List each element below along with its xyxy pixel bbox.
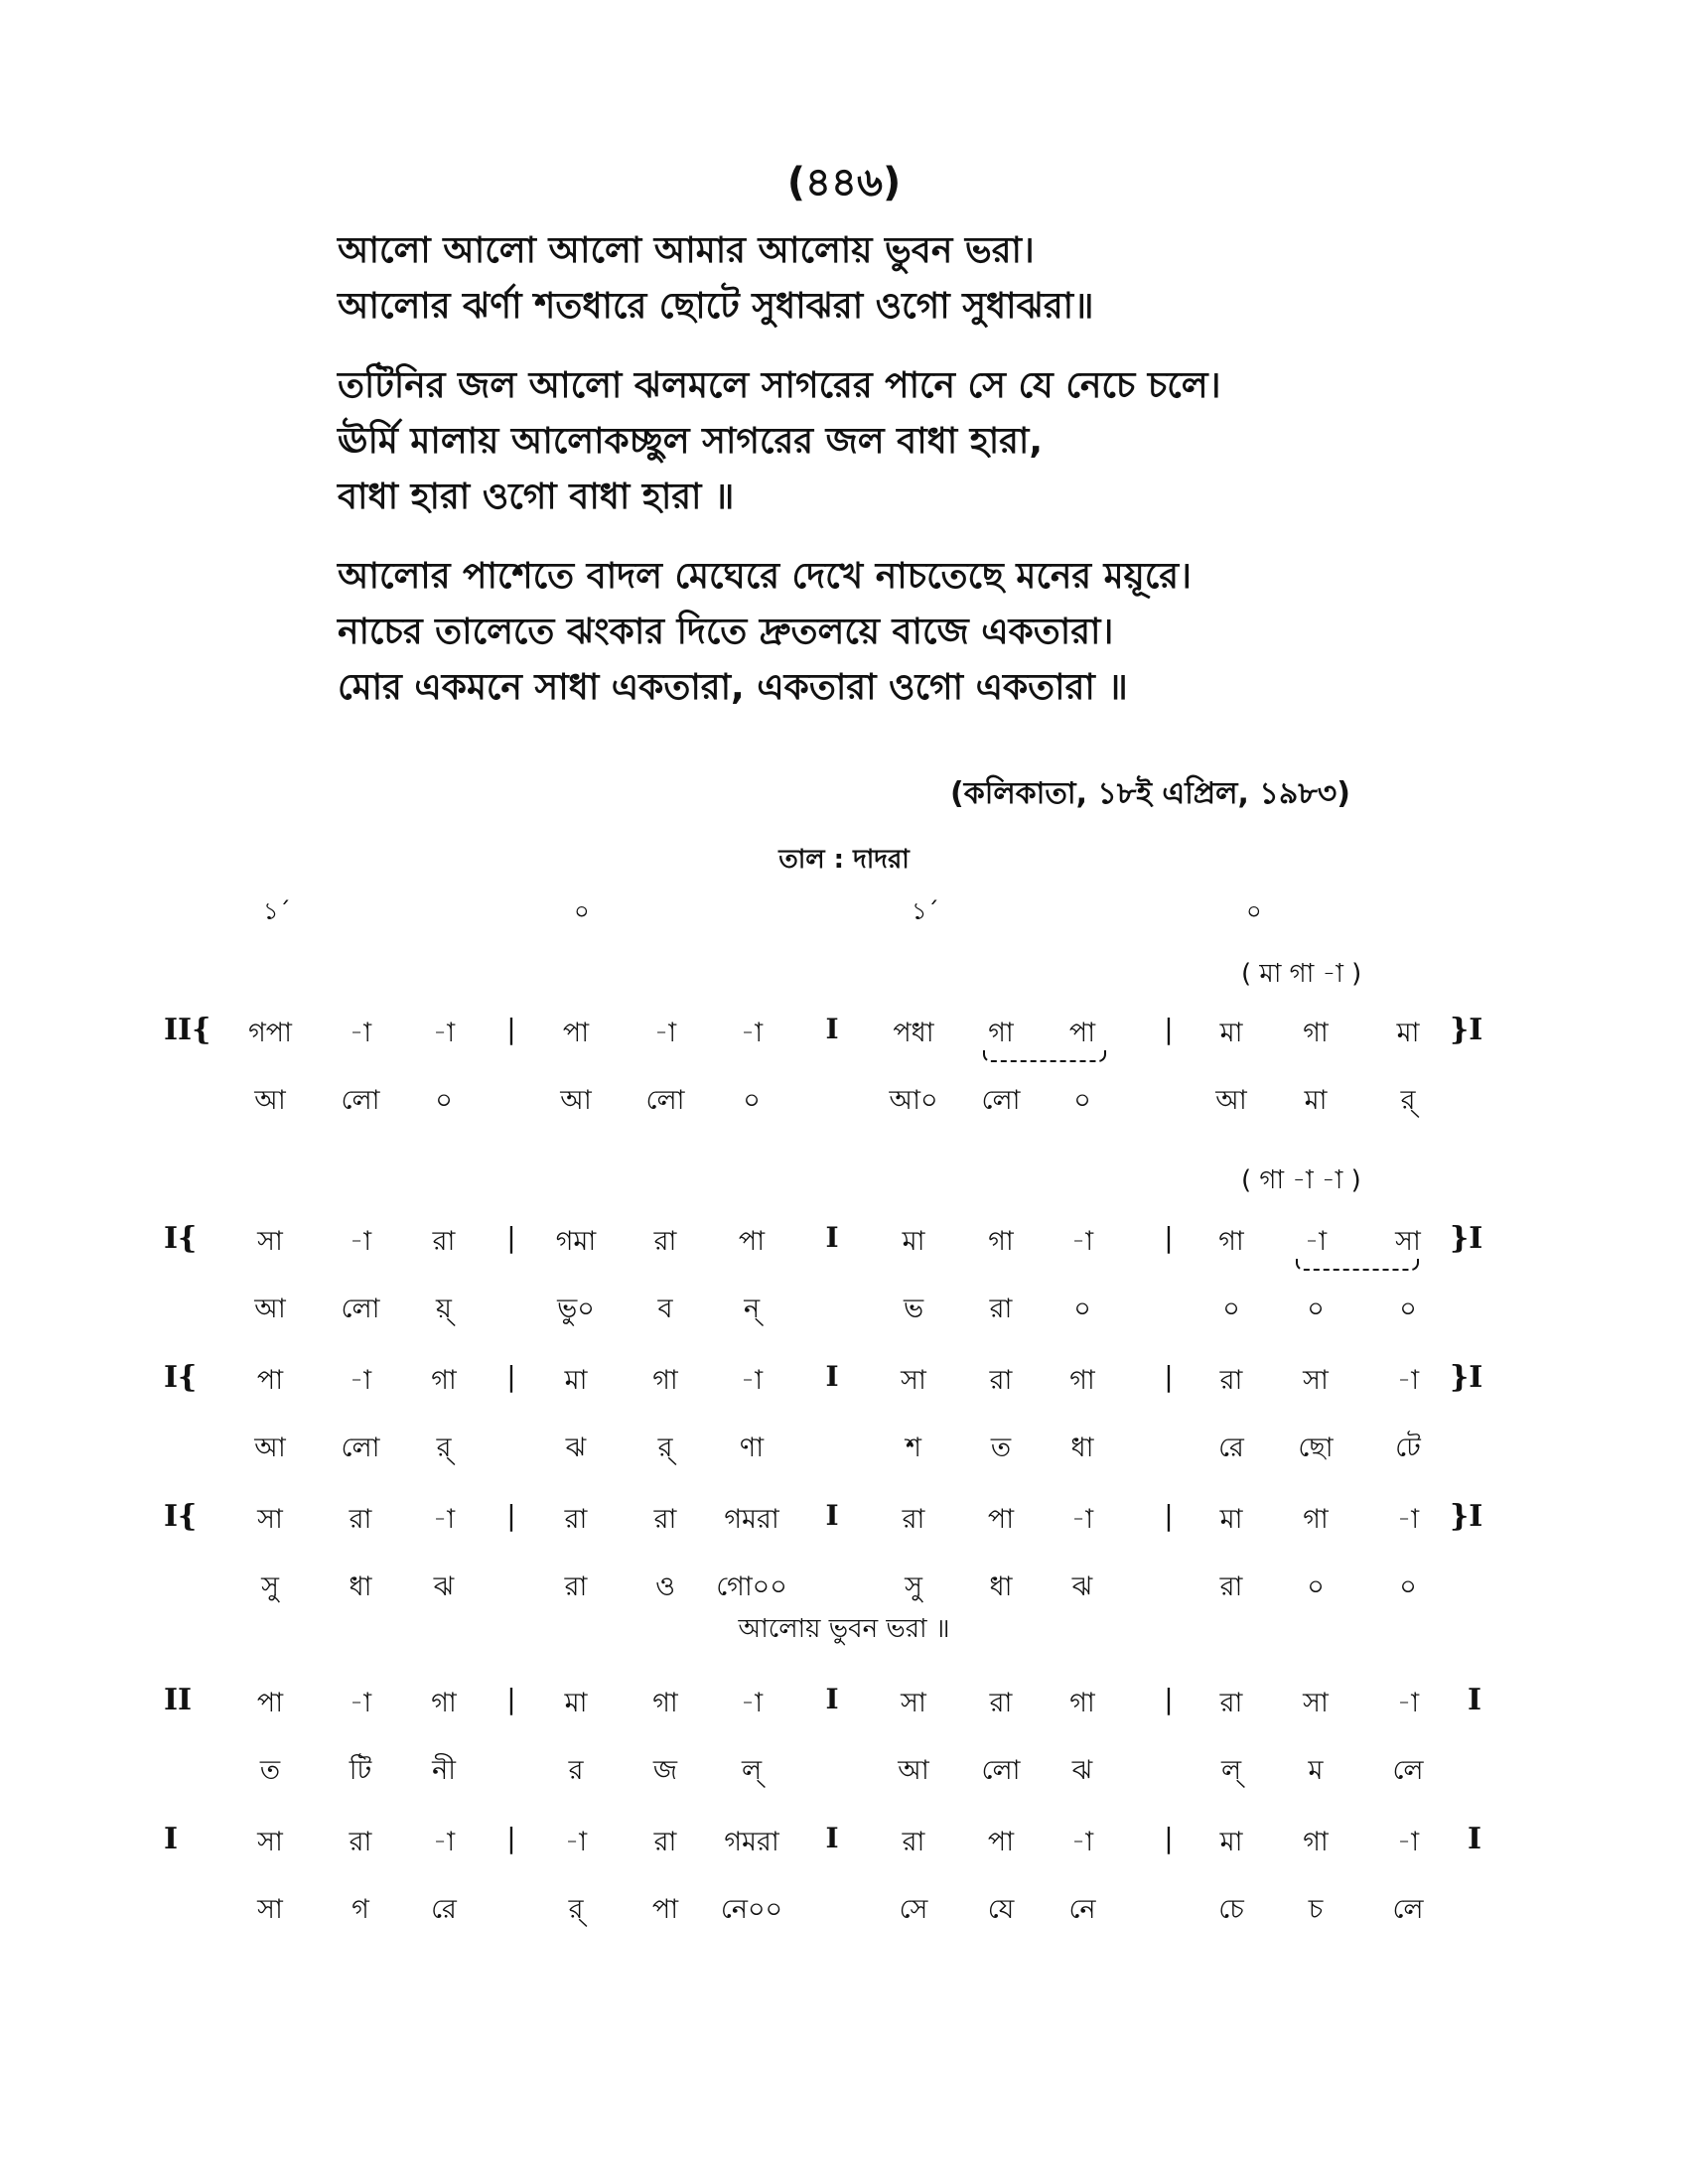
sahitya-syllable: ত	[990, 1433, 1012, 1463]
swara-note: গা	[1303, 1827, 1329, 1857]
swara-note: মা	[1219, 1827, 1243, 1857]
swara-note: রা	[653, 1226, 677, 1257]
row-end-bar: }I	[1450, 1499, 1483, 1534]
swara-row	[0, 1013, 1688, 1062]
sahitya-syllable: ০	[435, 1085, 453, 1116]
parenthetical-notation: ( মা গা -া )	[1241, 959, 1362, 989]
sahitya-syllable: পা	[651, 1894, 679, 1925]
swara-note: রা	[1219, 1365, 1243, 1396]
bar-line: |	[1164, 1013, 1174, 1045]
sahitya-syllable: জ	[652, 1755, 678, 1786]
beat-marker-khali: ০	[1246, 897, 1262, 925]
sahitya-syllable: র	[568, 1755, 584, 1786]
sahitya-row	[0, 1428, 1688, 1477]
swara-note: সা	[1303, 1365, 1329, 1396]
tala-label: তাল : দাদরা	[778, 845, 910, 875]
sahitya-syllable: ল্	[741, 1755, 763, 1786]
swara-note: -া	[740, 1688, 764, 1718]
swara-note: গমরা	[724, 1504, 779, 1535]
swara-note: সা	[1303, 1688, 1329, 1718]
lyric-line: বাধা হারা ওগো বাধা হারা ॥	[338, 477, 735, 517]
sahitya-syllable: আ	[254, 1294, 286, 1324]
sahitya-syllable: লো	[981, 1755, 1021, 1786]
bar-line: |	[506, 1221, 516, 1254]
sahitya-syllable: লো	[981, 1085, 1021, 1116]
swara-note: মা	[902, 1226, 925, 1257]
swara-note: -া	[740, 1018, 764, 1048]
sahitya-syllable: রে	[431, 1894, 457, 1925]
swara-note: -া	[1070, 1504, 1094, 1535]
bar-line: |	[1164, 1360, 1174, 1393]
stanza-1	[338, 223, 1589, 335]
meend-slur	[1296, 1259, 1419, 1271]
sahitya-syllable: ০	[1073, 1085, 1091, 1116]
swara-note: গা	[1303, 1504, 1329, 1535]
row-end-bar: }I	[1450, 1360, 1483, 1395]
sahitya-syllable: ণা	[739, 1433, 765, 1463]
sahitya-syllable: ভু০	[557, 1294, 595, 1324]
bar-line: I	[825, 1822, 839, 1854]
sahitya-syllable: ০	[1073, 1294, 1091, 1324]
swara-note: -া	[1396, 1365, 1420, 1396]
meend-slur	[983, 1050, 1106, 1062]
swara-note: -া	[1396, 1688, 1420, 1718]
row-end-bar: I	[1468, 1683, 1482, 1717]
sahitya-syllable: ম	[1308, 1755, 1324, 1786]
swara-note: -া	[432, 1018, 456, 1048]
row-end-bar: I	[1468, 1822, 1482, 1856]
swara-note: মা	[564, 1688, 588, 1718]
row-end-bar: }I	[1450, 1221, 1483, 1256]
lyric-line: নাচের তালেতে ঝংকার দিতে দ্রুতলয়ে বাজে একতারা।	[338, 612, 1114, 652]
parenthetical-notation: ( গা -া -া )	[1241, 1165, 1361, 1195]
lyric-line: মোর একমনে সাধা একতারা, একতারা ওগো একতারা ॥	[338, 667, 1128, 708]
lyrics	[338, 223, 1589, 740]
swara-note: সা	[1395, 1226, 1421, 1257]
swara-note: সা	[257, 1827, 283, 1857]
bar-line: |	[506, 1013, 516, 1045]
swara-note: -া	[1070, 1827, 1094, 1857]
swara-note: -া	[432, 1827, 456, 1857]
swara-row	[0, 1221, 1688, 1271]
swara-note: গা	[988, 1018, 1014, 1048]
swara-note: গপা	[248, 1018, 292, 1048]
sahitya-syllable: সু	[905, 1571, 922, 1602]
sahitya-syllable: ০	[1399, 1571, 1417, 1602]
swara-note: -া	[1396, 1504, 1420, 1535]
swara-note: গা	[652, 1365, 678, 1396]
swara-note: রা	[564, 1504, 588, 1535]
row-start-bar: II	[164, 1683, 193, 1717]
sahitya-syllable: আ০	[889, 1085, 938, 1116]
sahitya-syllable: ব	[657, 1294, 673, 1324]
sahitya-syllable: সে	[899, 1894, 928, 1925]
sahitya-row	[0, 1080, 1688, 1130]
swara-note: গা	[1069, 1365, 1095, 1396]
sahitya-syllable: ধা	[349, 1571, 372, 1602]
bar-line: I	[825, 1221, 839, 1254]
beat-marker-sam: ১´	[912, 897, 939, 925]
sahitya-syllable: ছো	[1298, 1433, 1334, 1463]
bar-line: I	[825, 1013, 839, 1045]
row-start-bar: II{	[164, 1013, 211, 1047]
lyric-line: ঊর্মি মালায় আলোকচ্ছুল সাগরের জল বাধা হারা,	[338, 421, 1044, 462]
bar-line: |	[1164, 1822, 1174, 1854]
swara-note: রা	[989, 1365, 1013, 1396]
sahitya-syllable: আ	[254, 1085, 286, 1116]
sahitya-syllable: নী	[432, 1755, 456, 1786]
swara-note: গমরা	[724, 1827, 779, 1857]
swara-note: গা	[431, 1365, 457, 1396]
sahitya-syllable: মা	[1304, 1085, 1328, 1116]
swara-note: -া	[432, 1504, 456, 1535]
swara-note: রা	[1219, 1688, 1243, 1718]
swara-note: গা	[652, 1688, 678, 1718]
sahitya-syllable: ন্	[743, 1294, 761, 1324]
swara-note: -া	[1304, 1226, 1328, 1257]
sahitya-syllable: রা	[1219, 1571, 1243, 1602]
sahitya-syllable: চ	[1308, 1894, 1324, 1925]
swara-note: -া	[653, 1018, 677, 1048]
swara-note: গা	[988, 1226, 1014, 1257]
sahitya-syllable: রা	[989, 1294, 1013, 1324]
beat-marker-sam: ১´	[263, 897, 291, 925]
swara-note: গা	[1218, 1226, 1244, 1257]
swara-note: সা	[257, 1504, 283, 1535]
sahitya-syllable: ঝ	[1071, 1755, 1093, 1786]
swara-note: রা	[349, 1504, 372, 1535]
swara-note: রা	[653, 1504, 677, 1535]
sahitya-syllable: গ	[352, 1894, 369, 1925]
sahitya-syllable: ঝ	[1071, 1571, 1093, 1602]
swara-note: মা	[1396, 1018, 1420, 1048]
page-number: (৪৪৬)	[786, 160, 902, 205]
swara-note: পা	[562, 1018, 590, 1048]
sahitya-syllable: ত	[259, 1755, 281, 1786]
sahitya-syllable: ০	[1307, 1571, 1325, 1602]
sahitya-syllable: ০	[743, 1085, 761, 1116]
sahitya-syllable: সু	[261, 1571, 279, 1602]
sahitya-syllable: লে	[1392, 1755, 1424, 1786]
bar-line: |	[506, 1360, 516, 1393]
sahitya-syllable: র্	[1400, 1085, 1416, 1116]
swara-row	[0, 1683, 1688, 1732]
swara-note: গা	[431, 1688, 457, 1718]
stanza-3	[338, 549, 1589, 716]
sahitya-syllable: র্	[657, 1433, 673, 1463]
swara-row	[0, 1360, 1688, 1410]
sahitya-syllable: আ	[254, 1433, 286, 1463]
row-start-bar: I{	[164, 1499, 198, 1534]
sahitya-syllable: র্	[568, 1894, 584, 1925]
bar-line: I	[825, 1683, 839, 1715]
beat-markers	[0, 893, 1688, 933]
swara-note: রা	[989, 1688, 1013, 1718]
swara-row	[0, 1499, 1688, 1549]
swara-note: -া	[740, 1365, 764, 1396]
swara-note: পা	[738, 1226, 766, 1257]
sahitya-syllable: নে	[1068, 1894, 1096, 1925]
swara-note: -া	[349, 1688, 372, 1718]
sahitya-syllable: টে	[1395, 1433, 1421, 1463]
row-start-bar: I{	[164, 1221, 198, 1256]
swara-note: রা	[653, 1827, 677, 1857]
swara-note: রা	[432, 1226, 456, 1257]
swara-note: পা	[256, 1688, 284, 1718]
row-start-bar: I{	[164, 1360, 198, 1395]
sahitya-syllable: লো	[341, 1085, 380, 1116]
bar-line: |	[1164, 1221, 1174, 1254]
row-end-bar: }I	[1450, 1013, 1483, 1047]
sahitya-syllable: লো	[341, 1294, 380, 1324]
sahitya-syllable: লো	[645, 1085, 685, 1116]
swara-note: সা	[901, 1365, 926, 1396]
sahitya-syllable: নে০০	[720, 1894, 783, 1925]
sahitya-syllable: ০	[1399, 1294, 1417, 1324]
sahitya-syllable: চে	[1218, 1894, 1244, 1925]
lyric-line: আলো আলো আলো আমার আলোয় ভুবন ভরা।	[338, 230, 1035, 271]
swara-note: সা	[257, 1226, 283, 1257]
sahitya-syllable: গো০০	[716, 1571, 787, 1602]
sahitya-syllable: লে	[1392, 1894, 1424, 1925]
sahitya-row	[0, 1750, 1688, 1800]
sahitya-syllable: টি	[349, 1755, 372, 1786]
sahitya-syllable: ও	[655, 1571, 675, 1602]
sahitya-syllable: আ	[560, 1085, 592, 1116]
bar-line: |	[506, 1683, 516, 1715]
swara-note: গা	[1069, 1688, 1095, 1718]
place-date: (কলিকাতা, ১৮ই এপ্রিল, ১৯৮৩)	[950, 776, 1350, 811]
swara-note: মা	[1219, 1504, 1243, 1535]
swara-note: পা	[1068, 1018, 1096, 1048]
swara-note: পা	[987, 1827, 1015, 1857]
swara-note: -া	[349, 1226, 372, 1257]
stanza-2	[338, 358, 1589, 525]
sahitya-syllable: সা	[257, 1894, 283, 1925]
swara-note: মা	[564, 1365, 588, 1396]
swara-note: -া	[349, 1365, 372, 1396]
swara-note: রা	[349, 1827, 372, 1857]
swara-note: রা	[902, 1504, 925, 1535]
sahitya-syllable: ধা	[989, 1571, 1013, 1602]
row-start-bar: I	[164, 1822, 179, 1856]
sahitya-syllable: শ	[906, 1433, 921, 1463]
sahitya-syllable: র্	[436, 1433, 452, 1463]
swara-note: গমা	[555, 1226, 597, 1257]
sahitya-syllable: আ	[1215, 1085, 1247, 1116]
sahitya-syllable: ভ	[903, 1294, 924, 1324]
sahitya-syllable: লো	[341, 1433, 380, 1463]
swara-note: পা	[987, 1504, 1015, 1535]
swara-row	[0, 1822, 1688, 1871]
swara-note: সা	[901, 1688, 926, 1718]
sahitya-syllable: ঝ	[565, 1433, 587, 1463]
sahitya-syllable: ল্	[1220, 1755, 1242, 1786]
swara-note: মা	[1219, 1018, 1243, 1048]
bar-line: I	[825, 1360, 839, 1393]
swara-note: পা	[256, 1365, 284, 1396]
lyric-line: তটিনির জল আলো ঝলমলে সাগরের পানে সে যে নেচে চলে।	[338, 365, 1221, 406]
lyric-line: আলোর পাশেতে বাদল মেঘেরে দেখে নাচতেছে মনের ময়ূরে।	[338, 556, 1192, 597]
beat-marker-khali: ০	[574, 897, 590, 925]
sahitya-row	[0, 1289, 1688, 1338]
swara-note: -া	[1396, 1827, 1420, 1857]
sahitya-syllable: য়্	[436, 1294, 452, 1324]
bar-line: |	[1164, 1499, 1174, 1532]
sahitya-syllable: যে	[987, 1894, 1015, 1925]
sahitya-syllable: রা	[564, 1571, 588, 1602]
swara-note: গা	[1303, 1018, 1329, 1048]
sahitya-syllable: ঝ	[433, 1571, 455, 1602]
sahitya-row	[0, 1889, 1688, 1939]
bar-line: |	[506, 1499, 516, 1532]
bar-line: |	[506, 1822, 516, 1854]
swara-note: পধা	[893, 1018, 934, 1048]
lyric-line: আলোর ঝর্ণা শতধারে ছোটে সুধাঝরা ওগো সুধাঝরা॥	[338, 286, 1094, 327]
sahitya-syllable: আ	[898, 1755, 929, 1786]
sahitya-syllable: ০	[1222, 1294, 1240, 1324]
sahitya-syllable: ০	[1307, 1294, 1325, 1324]
swara-note: -া	[1070, 1226, 1094, 1257]
swara-note: রা	[902, 1827, 925, 1857]
bar-line: I	[825, 1499, 839, 1532]
sahitya-syllable: ধা	[1070, 1433, 1094, 1463]
sahitya-syllable: রে	[1218, 1433, 1244, 1463]
swara-note: -া	[564, 1827, 588, 1857]
swara-note: -া	[349, 1018, 372, 1048]
notation-text-line: আলোয় ভুবন ভরা ॥	[738, 1614, 950, 1644]
bar-line: |	[1164, 1683, 1174, 1715]
